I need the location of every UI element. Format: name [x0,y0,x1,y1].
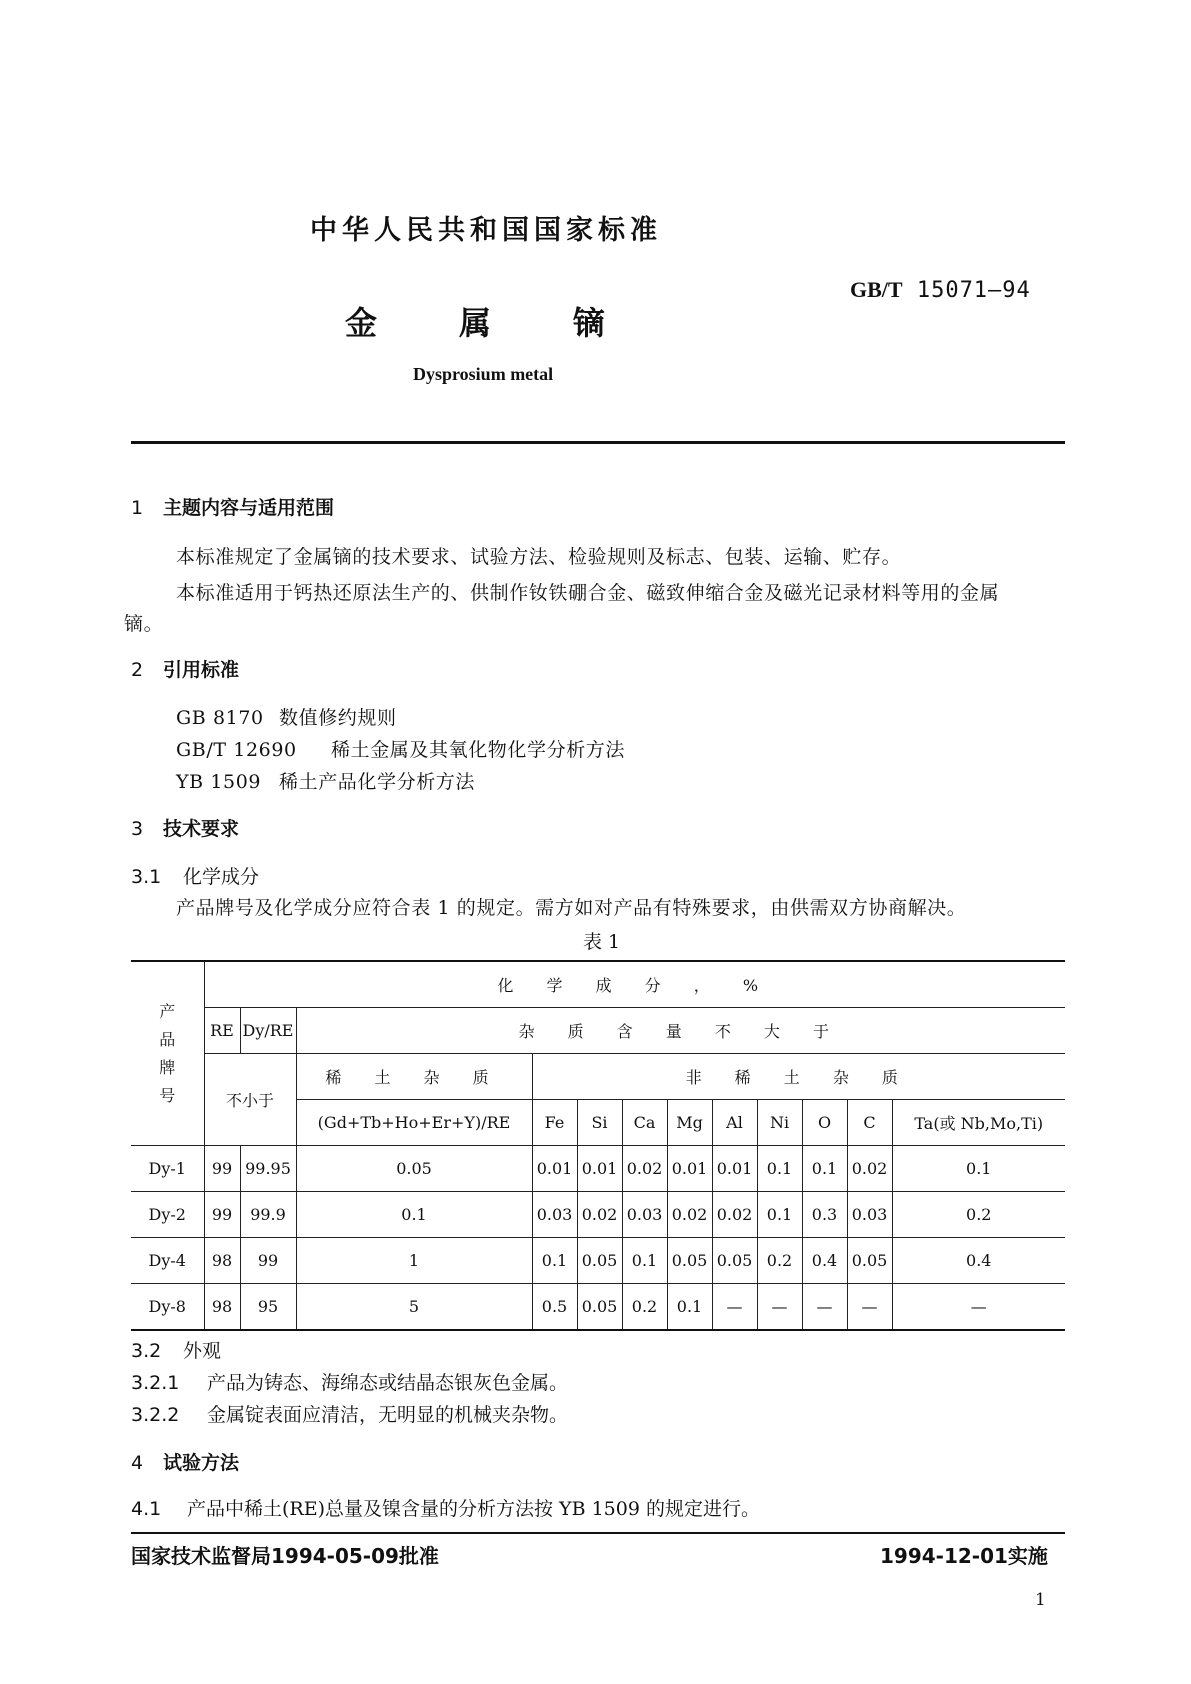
section-title: 主题内容与适用范围 [163,497,335,519]
reference-name: 稀土金属及其氧化物化学分析方法 [331,739,626,761]
value-cell: 0.2 [622,1284,667,1331]
section-1-paragraph-1: 本标准规定了金属镝的技术要求、试验方法、检验规则及标志、包装、运输、贮存。 [176,546,902,568]
value-cell: 0.1 [802,1146,847,1192]
value-cell: 0.05 [847,1238,892,1284]
value-cell: 0.01 [532,1146,577,1192]
value-cell: 0.05 [667,1238,712,1284]
value-cell: 0.01 [667,1146,712,1192]
re-cell: 98 [204,1284,240,1331]
re-impurity-cell: 5 [296,1284,532,1331]
grade-header-char: 品 [159,1029,176,1049]
value-cell: 0.3 [802,1192,847,1238]
element-header-o: O [802,1100,847,1146]
section-title: 引用标准 [163,659,240,681]
element-header-fe: Fe [532,1100,577,1146]
value-cell: 0.1 [667,1284,712,1331]
grade-header-char: 产 [159,1001,176,1021]
value-cell: 0.02 [712,1192,757,1238]
subsection-number: 3.2 [131,1340,162,1362]
grade-header-char: 牌 [159,1057,176,1077]
value-cell: 0.2 [757,1238,802,1284]
subsection-3-1-text: 产品牌号及化学成分应符合表 1 的规定。需方如对产品有特殊要求，由供需双方协商解决。 [176,897,967,919]
re-impurity-cell: 0.1 [296,1192,532,1238]
value-cell: 0.1 [622,1238,667,1284]
standard-title-char-2: 属 [459,304,492,342]
table-header-row [131,1008,1065,1054]
section-title: 技术要求 [163,818,240,840]
subsection-title: 化学成分 [183,866,260,888]
re-impurity-cell: 0.05 [296,1146,532,1192]
grade-cell: Dy-4 [131,1238,204,1284]
subsection-number: 4.1 [131,1498,162,1520]
value-cell: 0.1 [757,1146,802,1192]
reference-code: YB 1509 [176,771,262,793]
section-2-heading [131,655,239,682]
national-standard-title: 中华人民共和国国家标准 [310,215,662,246]
table-row [131,1238,1065,1284]
re-cell: 99 [204,1192,240,1238]
re-impurity-cell: 1 [296,1238,532,1284]
grade-header-char: 号 [159,1085,176,1105]
table-row [131,1192,1065,1238]
value-cell: 0.01 [712,1146,757,1192]
value-cell: 0.05 [712,1238,757,1284]
approval-line: 国家技术监督局1994-05-09批准 [131,1544,439,1568]
value-cell: 0.02 [667,1192,712,1238]
element-header-mg: Mg [667,1100,712,1146]
element-header-ta: Ta(或 Nb,Mo,Ti) [892,1100,1065,1146]
element-header-ni: Ni [757,1100,802,1146]
standard-title-char-1: 金 [345,304,378,342]
subsection-number: 3.2.1 [131,1372,180,1394]
section-3-heading [131,814,239,841]
subsection-text: 产品中稀土(RE)总量及镍含量的分析方法按 YB 1509 的规定进行。 [187,1498,760,1520]
value-cell: 0.05 [577,1238,622,1284]
re-cell: 98 [204,1238,240,1284]
value-cell: 0.5 [532,1284,577,1331]
footer-divider [131,1532,1065,1534]
value-cell: — [802,1284,847,1331]
dy-re-cell: 99 [240,1238,296,1284]
rare-earth-impurity-header: 稀 土 杂 质 [296,1054,532,1100]
grade-cell: Dy-2 [131,1192,204,1238]
value-cell: 0.4 [802,1238,847,1284]
section-number: 1 [131,497,144,519]
grade-cell: Dy-1 [131,1146,204,1192]
table-row [131,1146,1065,1192]
value-cell: 0.1 [892,1146,1065,1192]
subsection-3-2-heading [131,1336,221,1363]
value-cell: 0.01 [577,1146,622,1192]
value-cell: — [712,1284,757,1331]
element-header-c: C [847,1100,892,1146]
subsection-3-2-2 [131,1400,568,1427]
reference-item [176,767,475,794]
value-cell: 0.4 [892,1238,1065,1284]
grade-header [131,961,204,1146]
dy-re-header: Dy/RE [240,1008,296,1054]
standard-code-number: 15071—94 [916,278,1031,303]
subsection-3-2-1 [131,1368,568,1395]
element-header-si: Si [577,1100,622,1146]
reference-name: 稀土产品化学分析方法 [279,771,476,793]
standard-title [345,298,605,344]
dy-re-cell: 99.95 [240,1146,296,1192]
re-header: RE [204,1008,240,1054]
subsection-text: 产品为铸态、海绵态或结晶态银灰色金属。 [207,1372,569,1394]
value-cell: 0.2 [892,1192,1065,1238]
reference-item [176,735,625,762]
chemical-composition-header: 化 学 成 分 ， % [204,961,1065,1008]
table-header-row [131,961,1065,1008]
impurity-header: 杂 质 含 量 不 大 于 [296,1008,1065,1054]
section-number: 3 [131,818,144,840]
value-cell: 0.1 [757,1192,802,1238]
subsection-4-1 [131,1494,760,1521]
re-cell: 99 [204,1146,240,1192]
page-number: 1 [1035,1590,1046,1610]
value-cell: — [757,1284,802,1331]
dy-re-cell: 95 [240,1284,296,1331]
section-1-paragraph-2-cont: 镝。 [124,613,164,635]
value-cell: — [847,1284,892,1331]
subsection-title: 外观 [183,1340,222,1362]
section-number: 2 [131,659,144,681]
subsection-number: 3.1 [131,866,162,888]
not-less-than-header: 不小于 [204,1054,296,1146]
value-cell: 0.03 [847,1192,892,1238]
section-1-paragraph-2: 本标准适用于钙热还原法生产的、供制作钕铁硼合金、磁致伸缩合金及磁光记录材料等用的金属 [176,582,1000,604]
value-cell: 0.02 [847,1146,892,1192]
section-4-heading [131,1448,239,1475]
section-number: 4 [131,1452,144,1474]
value-cell: 0.03 [532,1192,577,1238]
re-impurity-formula: (Gd+Tb+Ho+Er+Y)/RE [296,1100,532,1146]
section-1-heading [131,493,334,520]
chemical-composition-table [131,960,1065,1331]
element-header-ca: Ca [622,1100,667,1146]
reference-code: GB/T 12690 [176,739,297,761]
value-cell: 0.02 [577,1192,622,1238]
grade-cell: Dy-8 [131,1284,204,1331]
value-cell: 0.02 [622,1146,667,1192]
value-cell: — [892,1284,1065,1331]
reference-name: 数值修约规则 [279,707,397,729]
reference-item [176,703,397,730]
subsection-text: 金属锭表面应清洁，无明显的机械夹杂物。 [207,1404,569,1426]
dy-re-cell: 99.9 [240,1192,296,1238]
table-caption: 表 1 [583,931,621,953]
value-cell: 0.1 [532,1238,577,1284]
element-header-al: Al [712,1100,757,1146]
section-title: 试验方法 [163,1452,240,1474]
subsection-3-1-heading [131,862,259,889]
standard-title-char-3: 镝 [573,304,606,342]
header-divider [131,441,1065,444]
value-cell: 0.05 [577,1284,622,1331]
value-cell: 0.03 [622,1192,667,1238]
table-row [131,1284,1065,1331]
table-header-row [131,1054,1065,1100]
standard-code-prefix: GB/T [850,277,903,302]
standard-code [850,277,1031,303]
standard-english-title: Dysprosium metal [413,364,554,384]
non-rare-earth-impurity-header: 非 稀 土 杂 质 [532,1054,1065,1100]
subsection-number: 3.2.2 [131,1404,180,1426]
implementation-date: 1994-12-01实施 [880,1544,1048,1568]
reference-code: GB 8170 [176,707,264,729]
